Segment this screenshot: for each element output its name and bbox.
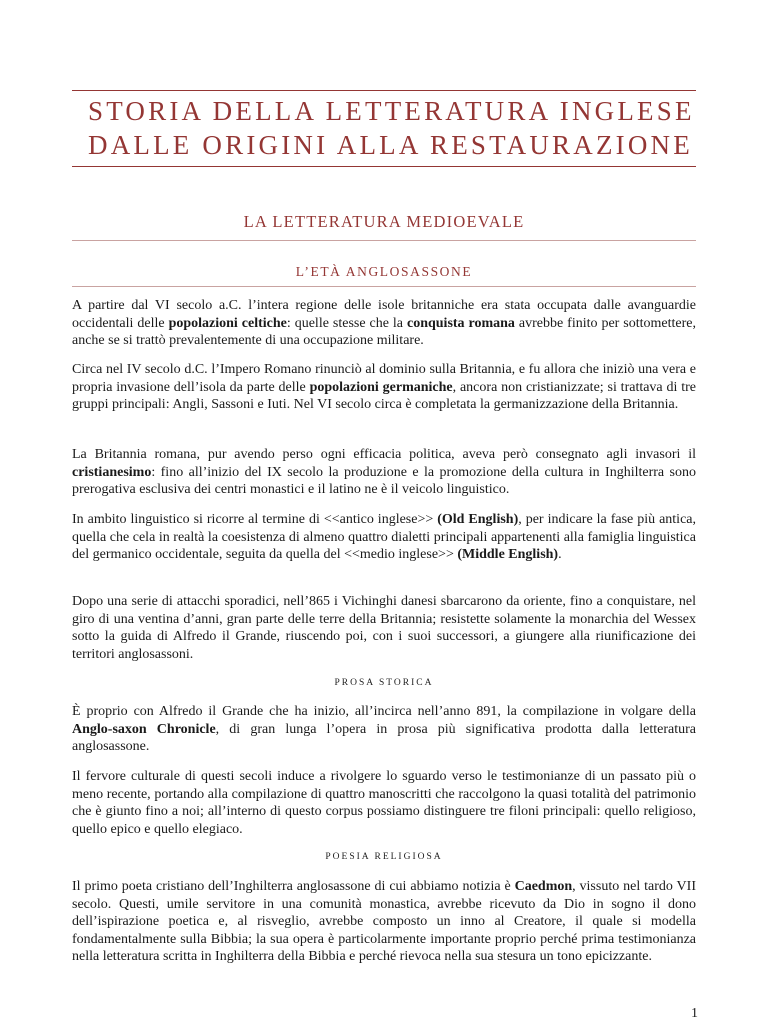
bold-term: Anglo-saxon Chronicle: [72, 721, 216, 737]
subheading-poesia-religiosa: POESIA RELIGIOSA: [325, 852, 443, 862]
paragraph-5: [72, 593, 696, 663]
text-run: , di gran lunga l’opera in prosa più significativa prodotta dalla letteratura anglosassone.: [72, 721, 696, 755]
bold-term: popolazioni germaniche: [309, 379, 453, 395]
bold-term: conquista romana: [406, 315, 515, 331]
paragraph-3: [72, 446, 696, 499]
bold-term: (Middle English): [457, 547, 559, 563]
paragraph-4: [72, 511, 696, 564]
text-run: , ancora non cristianizzate; si trattava di tre gruppi principali: Angli, Sassoni e Iuti. Nel VI secolo circa è completata la germanizzazione della Britannia.: [72, 379, 696, 413]
text-run: Dopo una serie di attacchi sporadici, nell’865 i Vichinghi danesi sbarcarono da oriente, fino a conquistare, nel giro di una ventina d’anni, gran parte delle terre della Britannia; resistette solamente la monarchia del Wessex sotto la guida di Alfredo il Grande, riuscendo poi, con i suoi successori, a giungere alla riunificazione dei territori anglosassoni.: [72, 594, 696, 662]
text-run: È proprio con Alfredo il Grande che ha inizio, all’incirca nell’anno 891, la compilazione in volgare della: [72, 704, 696, 719]
text-run: .: [558, 547, 562, 563]
page-number: 1: [691, 1006, 698, 1021]
text-run: A partire dal VI secolo a.C. l’intera regione delle isole britanniche era stata occupata dalle avanguardie occidentali delle: [72, 298, 696, 331]
text-run: , per indicare la fase più antica, quella che cela in realtà la coesistenza di almeno quattro dialetti principali appartenenti alla famiglia linguistica del germanico occidentale, seguita da quella del <<medio inglese>>: [72, 512, 697, 563]
subheading-prosa-storica: PROSA STORICA: [334, 678, 434, 688]
document-title: [72, 90, 696, 167]
text-run: : fino all’inizio del IX secolo la produzione e la promozione della cultura in Inghilterra sono prerogativa esclusiva dei centri monastici e il latino ne è il veicolo linguistico.: [72, 464, 696, 498]
text-run: In ambito linguistico si ricorre al termine di <<antico inglese>>: [72, 512, 438, 527]
paragraph-1: [72, 297, 696, 350]
paragraph-2: [72, 361, 696, 414]
bold-term: cristianesimo: [72, 464, 152, 480]
paragraph-7: [72, 768, 696, 838]
chapter-heading: LA LETTERATURA MEDIOEVALE: [72, 212, 696, 241]
text-run: Il fervore culturale di questi secoli induce a rivolgere lo sguardo verso le testimonianze di un passato più o meno recente, portando alla compilazione di quattro manoscritti che raccolgono la quasi totalità del patrimonio che è giunto fino a noi; all’interno di questo corpus possiamo distinguere tre filoni principali: quello religioso, quello epico e quello elegiaco.: [72, 769, 696, 837]
paragraph-6: [72, 703, 696, 756]
section-heading: L’ETÀ ANGLOSASSONE: [72, 264, 696, 287]
bold-term: (Old English): [437, 512, 519, 527]
text-run: : quelle stesse che la: [286, 315, 407, 331]
text-run: avrebbe finito per sottomettere, anche se si trattò prevalentemente di una occupazione militare.: [72, 315, 697, 349]
text-run: La Britannia romana, pur avendo perso ogni efficacia politica, aveva però consegnato agli invasori il: [72, 447, 696, 462]
title-line-2: DALLE ORIGINI ALLA RESTAURAZIONE: [88, 130, 693, 160]
text-run: Circa nel IV secolo d.C. l’Impero Romano rinunciò al dominio sulla Britannia, e fu allora che iniziò una vera e propria invasione dell’isola da parte delle: [72, 362, 696, 395]
paragraph-8: [72, 878, 696, 966]
title-line-1: STORIA DELLA LETTERATURA INGLESE: [88, 96, 695, 126]
text-run: Il primo poeta cristiano dell’Inghilterra anglosassone di cui abbiamo notizia è: [72, 879, 515, 894]
bold-term: Caedmon: [514, 879, 573, 894]
text-run: , vissuto nel tardo VII secolo. Questi, umile servitore in una comunità monastica, avrebbe ricevuto da Dio in sogno il dono dell’ispirazione poetica e, al risveglio, avrebbe composto un inno al Creatore, il quale si modella fondamentalmente sulla Bibbia; la sua opera è particolarmente importante proprio perché prima testimonianza nella letteratura scritta in Inghilterra della Bibbia e perché rievoca nella sua stesura un tono epicizzante.: [72, 879, 696, 965]
bold-term: popolazioni celtiche: [168, 315, 287, 331]
